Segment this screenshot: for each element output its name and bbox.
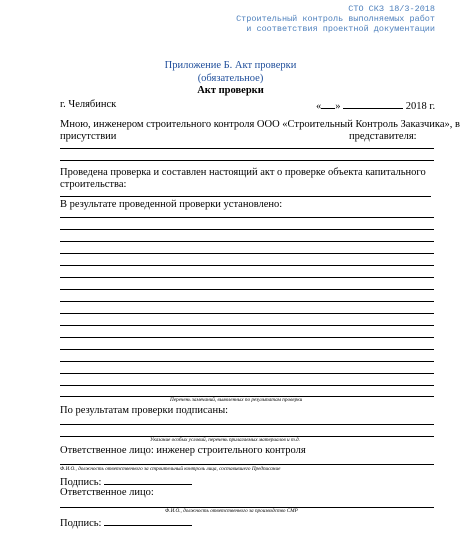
remarks-line[interactable] bbox=[60, 337, 434, 338]
presence-label: присутствии bbox=[60, 131, 117, 142]
check-statement-line2: строительства: bbox=[60, 179, 127, 190]
signed-label: По результатам проверки подписаны: bbox=[60, 405, 229, 416]
responsible-person-2: Ответственное лицо: bbox=[60, 487, 154, 498]
date-close-quote: » bbox=[335, 101, 341, 112]
date-field[interactable] bbox=[316, 99, 435, 113]
remarks-caption: Перечень замечаний, выявленных по результатам проверки bbox=[170, 397, 303, 403]
remarks-line[interactable] bbox=[60, 229, 434, 230]
month-blank[interactable] bbox=[343, 99, 403, 109]
appendix-note: (обязательное) bbox=[197, 73, 264, 84]
fio-caption-2: Ф.И.О., должность ответственного за производство СМР bbox=[165, 508, 298, 514]
check-statement-line1: Проведена проверка и составлен настоящий акт о проверке объекта капитального bbox=[60, 167, 426, 178]
document-code: СТО СКЗ 18/3-2018 bbox=[348, 4, 435, 14]
remarks-line[interactable] bbox=[60, 361, 434, 362]
remarks-line[interactable] bbox=[60, 313, 434, 314]
header-subtitle-line2: и соответствия проектной документации bbox=[246, 24, 435, 34]
signature-blank-2[interactable] bbox=[104, 516, 192, 526]
conditions-caption: Указание особых условий, перечень прилагаемых материалов и т.д. bbox=[150, 437, 300, 443]
city: г. Челябинск bbox=[60, 99, 117, 110]
signature-label-2: Подпись: bbox=[60, 518, 102, 529]
responsible-line[interactable] bbox=[60, 464, 434, 465]
blank-line[interactable] bbox=[60, 196, 431, 197]
signature-blank-1[interactable] bbox=[104, 475, 192, 485]
date-open-quote: « bbox=[316, 101, 322, 112]
remarks-line[interactable] bbox=[60, 349, 434, 350]
signed-line[interactable] bbox=[60, 424, 434, 425]
remarks-line[interactable] bbox=[60, 265, 434, 266]
intro-text: Мною, инженером строительного контроля ООО «Строительный Контроль Заказчика», в bbox=[60, 119, 460, 130]
signature-field-2[interactable] bbox=[60, 516, 192, 530]
remarks-line[interactable] bbox=[60, 253, 434, 254]
remarks-line[interactable] bbox=[60, 277, 434, 278]
signature-label-1: Подпись: bbox=[60, 477, 102, 488]
remarks-line[interactable] bbox=[60, 289, 434, 290]
remarks-line[interactable] bbox=[60, 373, 434, 374]
remarks-line[interactable] bbox=[60, 217, 434, 218]
remarks-line[interactable] bbox=[60, 241, 434, 242]
header-subtitle-line1: Строительный контроль выполняемых работ bbox=[236, 14, 435, 24]
year: 2018 г. bbox=[405, 101, 436, 112]
remarks-line[interactable] bbox=[60, 325, 434, 326]
fio-caption-1: Ф.И.О., должность ответственного за строительный контроль лица, составившего Предписание bbox=[60, 466, 281, 472]
responsible-person-1: Ответственное лицо: инженер строительного контроля bbox=[60, 445, 306, 456]
day-blank[interactable] bbox=[321, 99, 335, 109]
representatives-label: представителя: bbox=[349, 131, 417, 142]
blank-line[interactable] bbox=[60, 148, 434, 149]
result-label: В результате проведенной проверки установлено: bbox=[60, 199, 283, 210]
blank-line[interactable] bbox=[60, 160, 434, 161]
appendix-title: Приложение Б. Акт проверки bbox=[164, 60, 297, 71]
act-title: Акт проверки bbox=[197, 85, 264, 96]
remarks-line[interactable] bbox=[60, 301, 434, 302]
remarks-line[interactable] bbox=[60, 385, 434, 386]
